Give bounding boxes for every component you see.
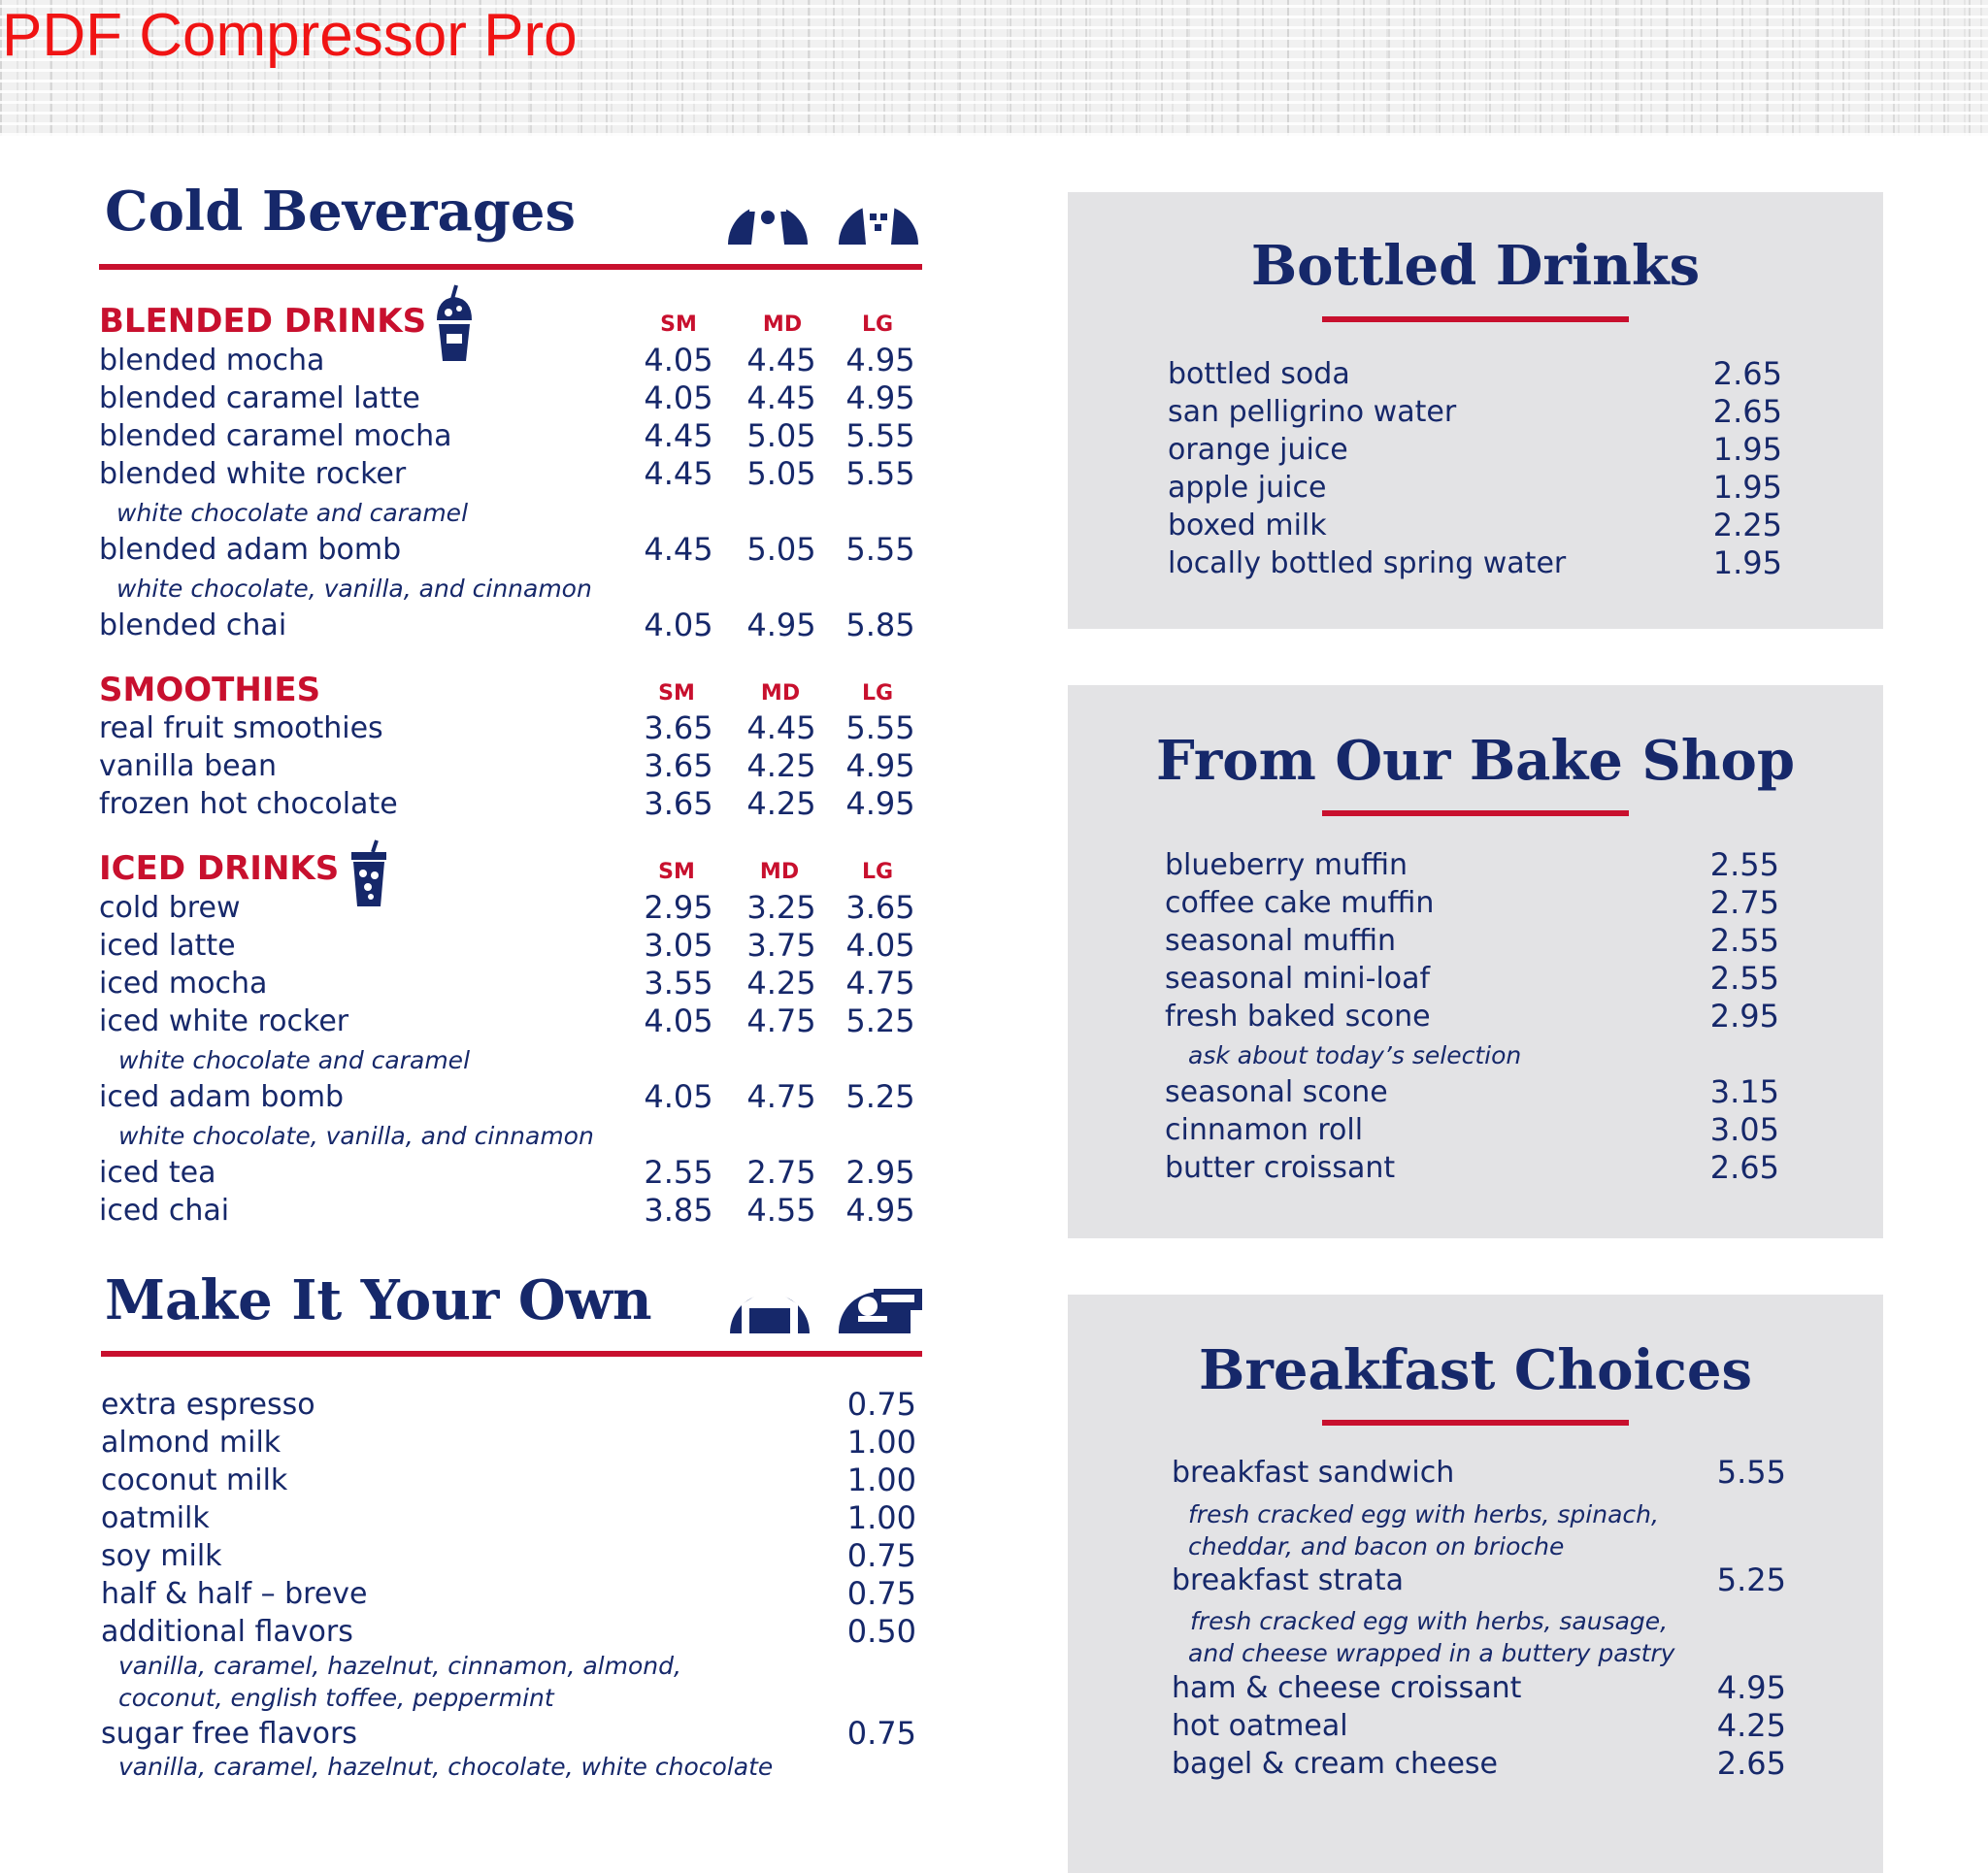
size-header-md: MD (762, 312, 803, 337)
price: 2.75 (1709, 884, 1779, 921)
price-lg: 2.95 (845, 1154, 915, 1191)
item-description: white chocolate, vanilla, and cinnamon (116, 575, 592, 603)
item-name: orange juice (1168, 433, 1348, 467)
price-lg: 4.95 (845, 342, 915, 378)
item-name: butter croissant (1165, 1151, 1396, 1185)
price-md: 4.55 (746, 1192, 816, 1229)
item-name: locally bottled spring water (1168, 546, 1567, 580)
item-name: bottled soda (1168, 357, 1350, 391)
price-sm: 4.05 (644, 1002, 713, 1039)
price: 2.55 (1709, 922, 1779, 959)
bottled-drinks-title: Bottled Drinks (1250, 234, 1701, 298)
price-md: 4.75 (746, 1002, 816, 1039)
price-lg: 5.55 (845, 455, 915, 492)
size-header-lg: LG (861, 681, 894, 706)
price: 0.75 (846, 1715, 916, 1752)
menu-row (0, 393, 1988, 431)
iced-cup-icon (837, 171, 920, 245)
menu-row (0, 544, 1988, 582)
price: 2.65 (1712, 355, 1782, 392)
price-sm: 4.05 (644, 1078, 713, 1115)
price-sm: 3.55 (644, 965, 713, 1002)
price-lg: 5.25 (845, 1002, 915, 1039)
make-it-your-own-title: Make It Your Own (105, 1268, 652, 1332)
item-description: ask about today’s selection (1188, 1041, 1522, 1069)
item-name: almond milk (101, 1426, 282, 1460)
price-md: 5.05 (746, 531, 816, 568)
item-name: half & half – breve (101, 1577, 368, 1611)
item-name: iced latte (99, 929, 236, 963)
item-name: seasonal scone (1165, 1075, 1388, 1109)
size-header-lg: LG (861, 860, 894, 884)
size-header-sm: SM (660, 312, 697, 337)
bake-shop-rule (1322, 810, 1629, 816)
price: 2.55 (1709, 960, 1779, 997)
menu-row (0, 507, 1988, 544)
item-name: bagel & cream cheese (1172, 1747, 1499, 1781)
item-name: blended mocha (99, 344, 325, 378)
blended-drinks-heading: BLENDED DRINKS (99, 302, 427, 341)
price-sm: 4.45 (644, 531, 713, 568)
menu-row (0, 1561, 1988, 1599)
price-sm: 4.05 (644, 342, 713, 378)
price: 1.00 (846, 1499, 916, 1536)
price: 4.95 (1716, 1669, 1786, 1706)
item-name: iced tea (99, 1156, 216, 1190)
price: 0.75 (846, 1386, 916, 1423)
price-md: 4.25 (746, 965, 816, 1002)
price: 5.55 (1716, 1454, 1786, 1491)
menu-row (0, 1707, 1988, 1745)
item-name: cinnamon roll (1165, 1113, 1364, 1147)
item-name: breakfast sandwich (1172, 1456, 1455, 1490)
make-it-your-own-rule (101, 1351, 922, 1357)
bake-shop-title: From Our Bake Shop (1155, 729, 1796, 793)
price: 4.25 (1716, 1707, 1786, 1744)
item-description: white chocolate, vanilla, and cinnamon (118, 1122, 594, 1150)
price-md: 3.25 (746, 889, 816, 926)
blended-cup-icon (726, 171, 810, 245)
item-name: iced chai (99, 1194, 230, 1228)
price-lg: 5.85 (845, 607, 915, 643)
price-md: 4.25 (746, 785, 816, 822)
item-description: and cheese wrapped in a buttery pastry (1188, 1639, 1675, 1667)
price-sm: 2.55 (644, 1154, 713, 1191)
item-name: additional flavors (101, 1615, 353, 1649)
price-lg: 4.75 (845, 965, 915, 1002)
price-md: 5.05 (746, 417, 816, 454)
item-name: blended caramel latte (99, 381, 420, 415)
price-sm: 4.45 (644, 455, 713, 492)
watermark-text: PDF Compressor Pro (2, 2, 578, 69)
item-name: blended white rocker (99, 457, 407, 491)
menu-row (0, 1745, 1988, 1783)
item-name: seasonal muffin (1165, 924, 1396, 958)
price-lg: 4.05 (845, 927, 915, 964)
price: 2.55 (1709, 846, 1779, 883)
price-lg: 5.25 (845, 1078, 915, 1115)
price: 1.95 (1712, 431, 1782, 468)
item-name: san pelligrino water (1168, 395, 1457, 429)
menu-row (0, 355, 1988, 393)
item-description: cheddar, and bacon on brioche (1188, 1532, 1565, 1561)
price-sm: 4.05 (644, 379, 713, 416)
size-header-md: MD (760, 681, 801, 706)
menu-row (0, 960, 1988, 998)
item-description: vanilla, caramel, hazelnut, chocolate, white chocolate (118, 1753, 774, 1781)
breakfast-title: Breakfast Choices (1199, 1338, 1752, 1402)
price-sm: 3.65 (644, 785, 713, 822)
item-name: fresh baked scone (1165, 1000, 1431, 1034)
cold-beverages-title: Cold Beverages (105, 180, 577, 244)
bottled-drinks-rule (1322, 316, 1629, 322)
price: 5.25 (1716, 1561, 1786, 1598)
price-sm: 3.85 (644, 1192, 713, 1229)
menu-row (0, 1454, 1988, 1492)
item-name: cold brew (99, 891, 241, 925)
menu-row (0, 1111, 1988, 1149)
item-name: vanilla bean (99, 749, 277, 783)
item-name: sugar free flavors (101, 1717, 357, 1751)
price-lg: 4.95 (845, 785, 915, 822)
price: 0.50 (846, 1613, 916, 1650)
item-name: boxed milk (1168, 509, 1327, 542)
espresso-machine-icon (837, 1260, 924, 1333)
price-lg: 4.95 (845, 379, 915, 416)
menu-row (0, 1669, 1988, 1707)
price-sm: 4.45 (644, 417, 713, 454)
price-md: 2.75 (746, 1154, 816, 1191)
item-name: extra espresso (101, 1388, 315, 1422)
cold-beverages-rule (99, 264, 922, 270)
item-name: ham & cheese croissant (1172, 1671, 1522, 1705)
price-sm: 3.65 (644, 747, 713, 784)
size-header-sm: SM (658, 860, 695, 884)
item-description: fresh cracked egg with herbs, spinach, (1188, 1500, 1659, 1528)
price: 2.65 (1709, 1149, 1779, 1186)
price: 3.05 (1709, 1111, 1779, 1148)
item-description: fresh cracked egg with herbs, sausage, (1190, 1607, 1669, 1635)
price-lg: 5.55 (845, 531, 915, 568)
item-name: frozen hot chocolate (99, 787, 398, 821)
price-md: 3.75 (746, 927, 816, 964)
item-name: soy milk (101, 1539, 222, 1573)
price-lg: 4.95 (845, 747, 915, 784)
price-md: 5.05 (746, 455, 816, 492)
price: 2.65 (1712, 393, 1782, 430)
price-md: 4.75 (746, 1078, 816, 1115)
item-name: blended chai (99, 608, 287, 642)
size-header-sm: SM (658, 681, 695, 706)
item-name: blended adam bomb (99, 533, 402, 567)
price-md: 4.45 (746, 379, 816, 416)
price-md: 4.45 (746, 709, 816, 746)
price-lg: 5.55 (845, 709, 915, 746)
price: 2.65 (1716, 1745, 1786, 1782)
menu-row (0, 922, 1988, 960)
price-md: 4.45 (746, 342, 816, 378)
item-name: apple juice (1168, 471, 1327, 505)
price: 2.95 (1709, 998, 1779, 1035)
price-lg: 4.95 (845, 1192, 915, 1229)
item-name: blueberry muffin (1165, 848, 1408, 882)
item-name: real fruit smoothies (99, 711, 383, 745)
price-sm: 3.05 (644, 927, 713, 964)
item-name: iced white rocker (99, 1004, 349, 1038)
menu-row (0, 884, 1988, 922)
item-name: oatmilk (101, 1501, 210, 1535)
menu-row (0, 431, 1988, 469)
smoothies-heading: SMOOTHIES (99, 671, 321, 709)
item-name: coconut milk (101, 1463, 288, 1497)
item-description: coconut, english toffee, peppermint (118, 1684, 554, 1712)
price: 1.95 (1712, 469, 1782, 506)
item-name: seasonal mini-loaf (1165, 962, 1431, 996)
price: 2.25 (1712, 507, 1782, 543)
item-name: iced adam bomb (99, 1080, 345, 1114)
item-name: hot oatmeal (1172, 1709, 1348, 1743)
item-description: white chocolate and caramel (116, 499, 469, 527)
price-sm: 2.95 (644, 889, 713, 926)
price-md: 4.95 (746, 607, 816, 643)
price: 1.00 (846, 1424, 916, 1461)
menu-row (0, 1149, 1988, 1187)
price: 0.75 (846, 1575, 916, 1612)
steamer-icon (728, 1260, 812, 1333)
price-md: 4.25 (746, 747, 816, 784)
price-sm: 3.65 (644, 709, 713, 746)
price: 0.75 (846, 1537, 916, 1574)
item-name: iced mocha (99, 967, 268, 1001)
iced-drinks-heading: ICED DRINKS (99, 849, 340, 888)
size-header-md: MD (759, 860, 800, 884)
menu-row (0, 469, 1988, 507)
item-name: coffee cake muffin (1165, 886, 1435, 920)
menu-row (0, 998, 1988, 1035)
price: 1.00 (846, 1462, 916, 1498)
breakfast-rule (1322, 1420, 1629, 1426)
price-lg: 3.65 (845, 889, 915, 926)
item-description: white chocolate and caramel (118, 1046, 471, 1074)
item-name: blended caramel mocha (99, 419, 452, 453)
size-header-lg: LG (861, 312, 894, 337)
menu-row (0, 846, 1988, 888)
price-lg: 5.55 (845, 417, 915, 454)
item-name: breakfast strata (1172, 1563, 1405, 1597)
price: 1.95 (1712, 544, 1782, 581)
menu-row (0, 1073, 1988, 1111)
item-description: vanilla, caramel, hazelnut, cinnamon, almond, (118, 1652, 681, 1680)
price-sm: 4.05 (644, 607, 713, 643)
price: 3.15 (1709, 1073, 1779, 1110)
